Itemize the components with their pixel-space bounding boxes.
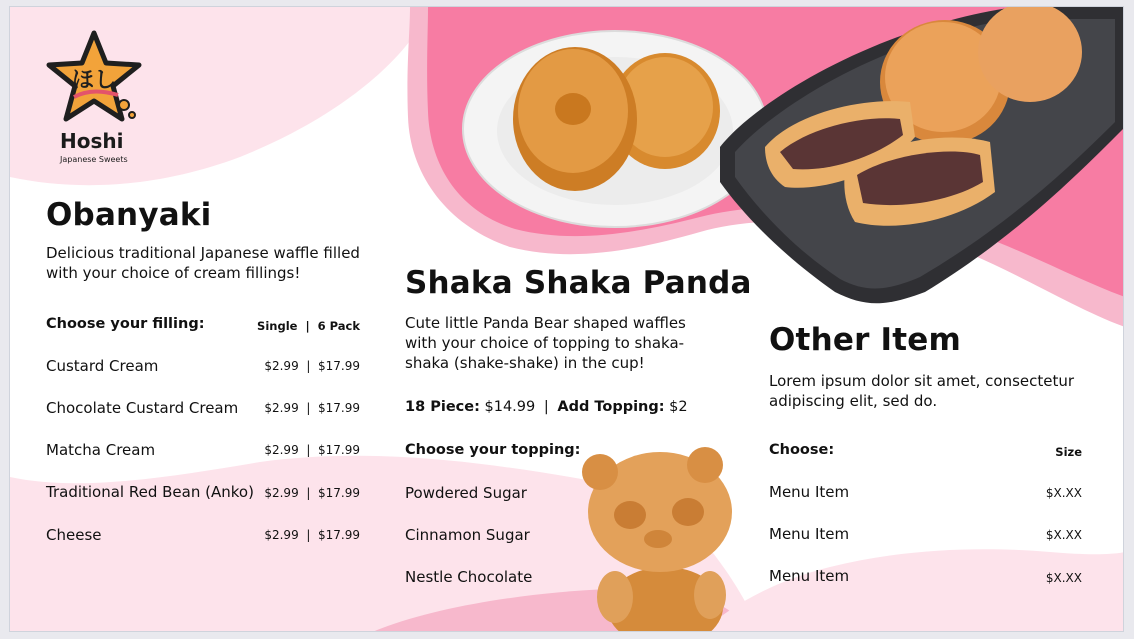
star-logo-icon bbox=[44, 29, 144, 129]
pricing-separator: | bbox=[543, 399, 549, 415]
list-item: Traditional Red Bean (Anko) bbox=[46, 483, 254, 501]
obanyaki-title: Obanyaki bbox=[46, 197, 212, 233]
size-header: Single | 6 Pack bbox=[257, 319, 360, 333]
topping-price: $2 bbox=[669, 399, 688, 415]
item-price: $2.99 | $17.99 bbox=[264, 443, 360, 457]
list-item: Cinnamon Sugar bbox=[405, 526, 530, 544]
item-price: $2.99 | $17.99 bbox=[264, 401, 360, 415]
filling-header: Choose your filling: bbox=[46, 316, 205, 332]
choose-header: Choose: bbox=[769, 442, 835, 458]
panda-waffle-photo bbox=[570, 447, 750, 632]
list-item: Menu Item bbox=[769, 525, 850, 543]
brand-logo bbox=[44, 29, 144, 169]
other-size-header: Size bbox=[1055, 445, 1082, 459]
shaka-title: Shaka Shaka Panda bbox=[405, 265, 752, 301]
list-item: Cheese bbox=[46, 526, 102, 544]
piece-label: 18 Piece: bbox=[405, 399, 480, 415]
brand-name: Hoshi bbox=[60, 129, 124, 153]
list-item: Powdered Sugar bbox=[405, 484, 527, 502]
obanyaki-tray-photo bbox=[715, 7, 1124, 307]
other-description: Lorem ipsum dolor sit amet, consectetur adipiscing elit, sed do. bbox=[769, 372, 1075, 410]
brand-tagline: Japanese Sweets bbox=[60, 155, 128, 164]
topping-label: Add Topping: bbox=[557, 399, 665, 415]
item-price: $X.XX bbox=[1045, 528, 1082, 542]
list-item: Chocolate Custard Cream bbox=[46, 399, 239, 417]
list-item: Menu Item bbox=[769, 567, 850, 585]
piece-price: $14.99 bbox=[484, 399, 536, 415]
list-item: Matcha Cream bbox=[46, 441, 156, 459]
other-title: Other Item bbox=[769, 322, 962, 358]
shaka-pricing bbox=[405, 399, 688, 415]
logo-glyph: ほし bbox=[71, 68, 117, 93]
list-item: Nestle Chocolate bbox=[405, 568, 533, 586]
item-price: $2.99 | $17.99 bbox=[264, 359, 360, 373]
bottom-right-wave bbox=[700, 549, 1124, 632]
topping-header: Choose your topping: bbox=[405, 442, 581, 458]
list-item: Custard Cream bbox=[46, 357, 159, 375]
menu-board bbox=[9, 6, 1124, 632]
item-price: $2.99 | $17.99 bbox=[264, 528, 360, 542]
item-price: $2.99 | $17.99 bbox=[264, 486, 360, 500]
list-item: Menu Item bbox=[769, 483, 850, 501]
item-price: $X.XX bbox=[1045, 571, 1082, 585]
obanyaki-description: Delicious traditional Japanese waffle filled with your choice of cream fillings! bbox=[46, 244, 360, 282]
item-price: $X.XX bbox=[1045, 486, 1082, 500]
shaka-description: Cute little Panda Bear shaped waffles with your choice of topping to shaka-shaka (shake-shake) in the cup! bbox=[405, 314, 686, 372]
